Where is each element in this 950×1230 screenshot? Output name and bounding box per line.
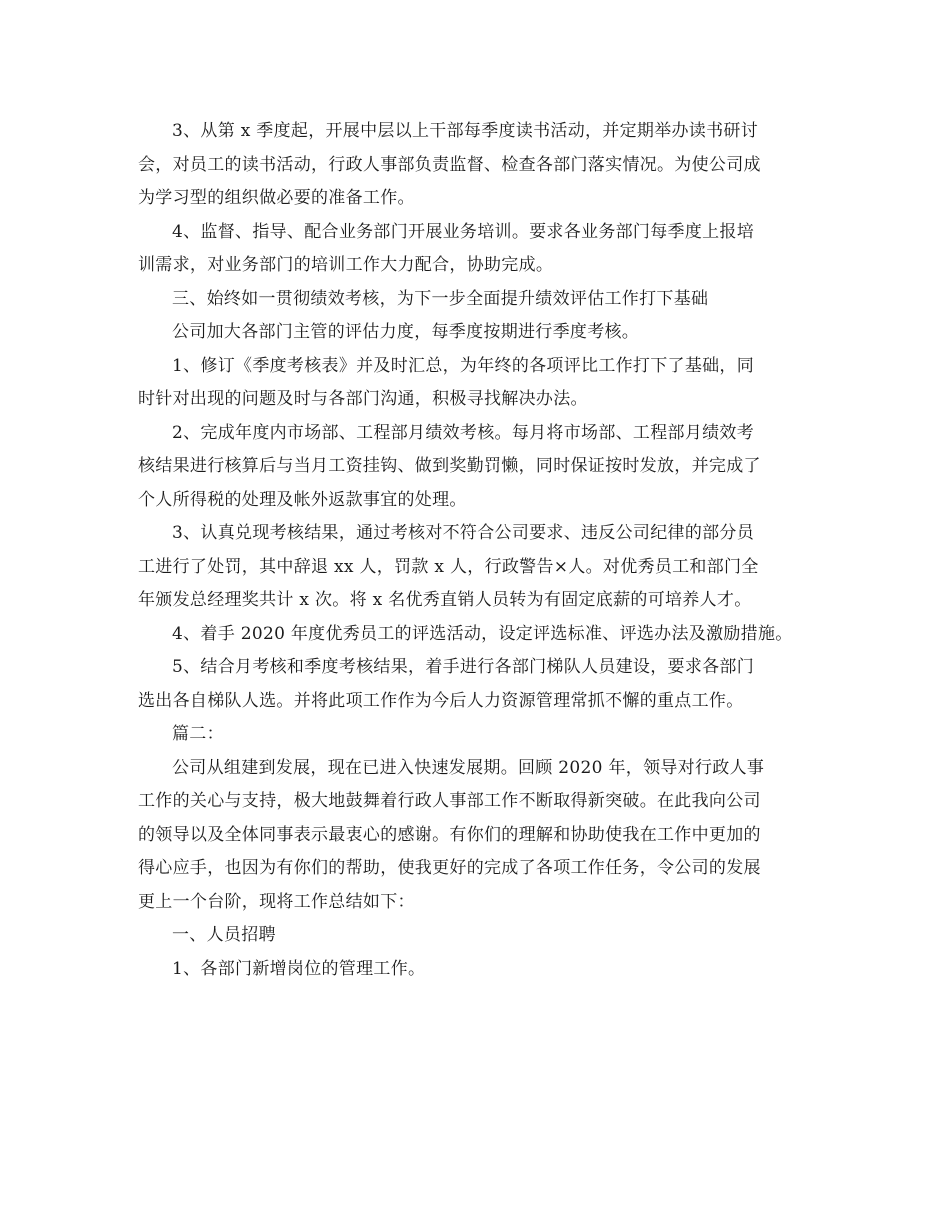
text-line: 时针对出现的问题及时与各部门沟通，积极寻找解决办法。 — [138, 389, 588, 409]
paragraph — [138, 316, 818, 350]
document-body — [138, 115, 818, 986]
text-line: 篇二： — [172, 724, 224, 744]
text-line: 公司从组建到发展，现在已进入快速发展期。回顾 2020 年，领导对行政人事 — [172, 757, 765, 778]
paragraph — [138, 651, 818, 718]
text-line: 5、结合月考核和季度考核结果，着手进行各部门梯队人员建设，要求各部门 — [172, 657, 755, 677]
text-line: 4、监督、指导、配合业务部门开展业务培训。要求各业务部门每季度上报培 — [172, 221, 755, 242]
text-line: 的领导以及全体同事表示最衷心的感谢。有你们的理解和协助使我在工作中更加的 — [138, 824, 761, 845]
paragraph — [138, 417, 818, 518]
paragraph — [138, 618, 818, 652]
paragraph — [138, 216, 818, 283]
text-line: 选出各自梯队人选。并将此项工作作为今后人力资源管理常抓不懈的重点工作。 — [138, 690, 744, 711]
text-line: 2、完成年度内市场部、工程部月绩效考核。每月将市场部、工程部月绩效考 — [172, 422, 755, 443]
text-line: 4、着手 2020 年度优秀员工的评选活动，设定评选标准、评选办法及激励措施。 — [172, 623, 793, 644]
paragraph — [138, 718, 818, 752]
text-line: 3、从第 x 季度起，开展中层以上干部每季度读书活动，并定期举办读书研讨 — [172, 121, 759, 141]
text-line: 工进行了处罚，其中辞退 xx 人，罚款 x 人，行政警告×人。对优秀员工和部门全 — [138, 556, 759, 577]
paragraph — [138, 919, 818, 953]
text-line: 年颁发总经理奖共计 x 次。将 x 名优秀直销人员转为有固定底薪的可培养人才。 — [138, 590, 752, 610]
paragraph — [138, 283, 818, 317]
text-line: 公司加大各部门主管的评估力度，每季度按期进行季度考核。 — [172, 322, 640, 342]
paragraph — [138, 350, 818, 417]
text-line: 更上一个台阶，现将工作总结如下： — [138, 891, 415, 912]
paragraph — [138, 752, 818, 920]
text-line: 1、各部门新增岗位的管理工作。 — [172, 958, 426, 979]
text-line: 得心应手，也因为有你们的帮助，使我更好的完成了各项工作任务，令公司的发展 — [138, 858, 761, 878]
text-line: 1、修订《季度考核表》并及时汇总，为年终的各项评比工作打下了基础，同 — [172, 355, 755, 376]
text-line: 个人所得税的处理及帐外返款事宜的处理。 — [138, 489, 467, 510]
text-line: 训需求，对业务部门的培训工作大力配合，协助完成。 — [138, 255, 554, 275]
text-line: 为学习型的组织做必要的准备工作。 — [138, 188, 415, 208]
text-line: 核结果进行核算后与当月工资挂钩、做到奖勤罚懒，同时保证按时发放，并完成了 — [138, 456, 761, 476]
text-line: 会，对员工的读书活动，行政人事部负责监督、检查各部门落实情况。为使公司成 — [138, 154, 761, 175]
paragraph — [138, 115, 818, 216]
text-line: 一、人员招聘 — [172, 925, 276, 945]
text-line: 3、认真兑现考核结果，通过考核对不符合公司要求、违反公司纪律的部分员 — [172, 523, 755, 543]
text-line: 三、始终如一贯彻绩效考核，为下一步全面提升绩效评估工作打下基础 — [172, 288, 709, 309]
paragraph — [138, 953, 818, 987]
paragraph — [138, 517, 818, 618]
text-line: 工作的关心与支持，极大地鼓舞着行政人事部工作不断取得新突破。在此我向公司 — [138, 791, 761, 811]
